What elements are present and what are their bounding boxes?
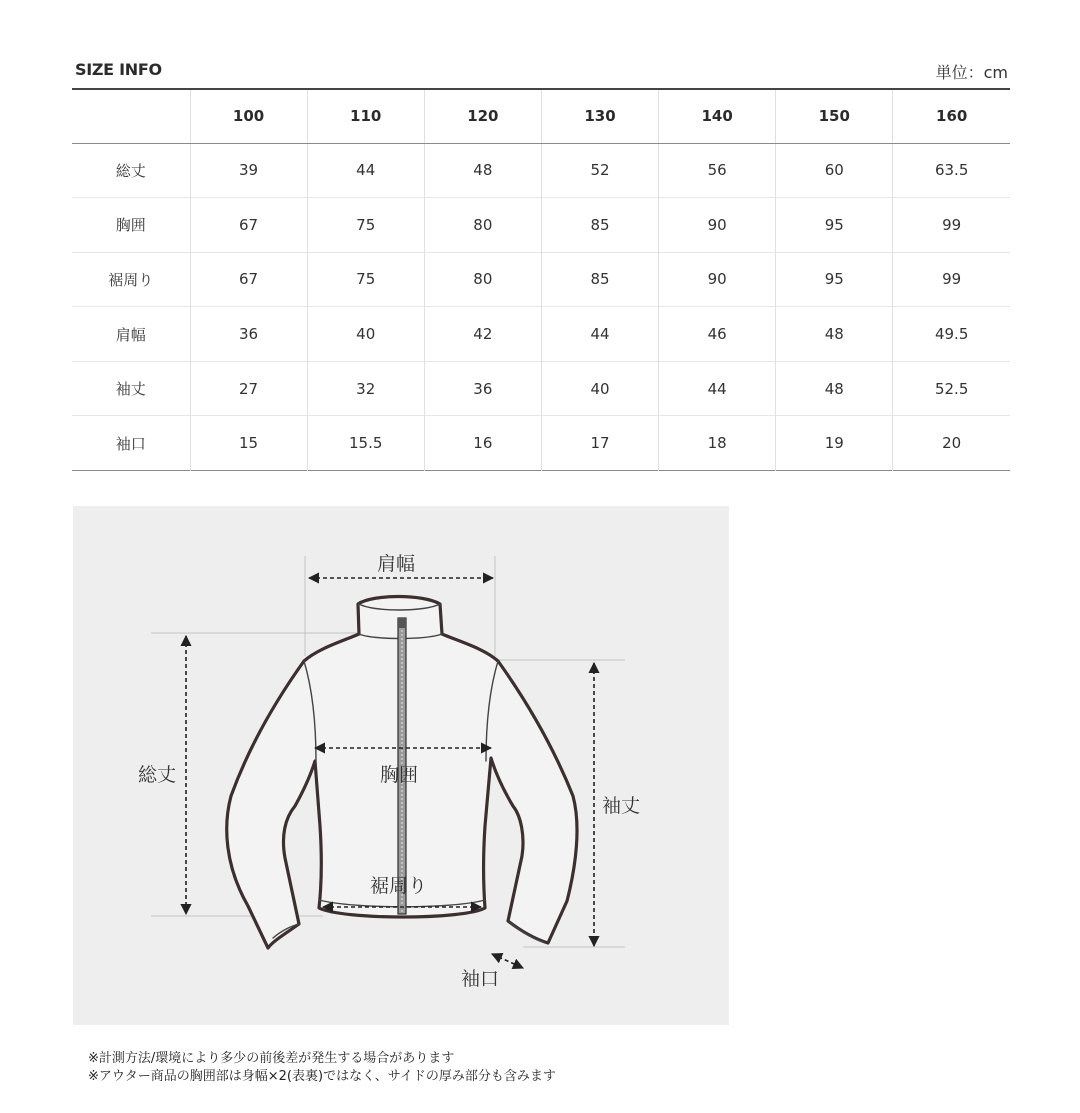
table-cell: 44 xyxy=(307,143,424,198)
table-cell: 20 xyxy=(893,416,1010,471)
table-cell: 32 xyxy=(307,361,424,416)
chest-label: 胸囲 xyxy=(380,764,419,786)
shoulder-width-label: 肩幅 xyxy=(377,553,416,575)
table-row xyxy=(72,143,1010,198)
note-line: ※アウター商品の胸囲部は身幅×2(表裏)ではなく、サイドの厚み部分も含みます xyxy=(88,1069,556,1084)
table-cell: 60 xyxy=(776,143,893,198)
table-cell: 95 xyxy=(776,198,893,253)
table-cell: 44 xyxy=(659,361,776,416)
size-header-cell: 110 xyxy=(307,89,424,143)
table-cell: 42 xyxy=(424,307,541,362)
table-cell: 95 xyxy=(776,252,893,307)
row-label: 総丈 xyxy=(115,161,146,180)
table-cell: 15 xyxy=(190,416,307,471)
table-cell: 99 xyxy=(893,198,1010,253)
total-length-label: 総丈 xyxy=(138,764,177,786)
table-cell: 46 xyxy=(659,307,776,362)
table-cell: 40 xyxy=(541,361,658,416)
size-header-cell: 120 xyxy=(424,89,541,143)
table-row xyxy=(72,361,1010,416)
table-cell: 56 xyxy=(659,143,776,198)
table-row xyxy=(72,198,1010,253)
table-cell: 44 xyxy=(541,307,658,362)
table-cell: 17 xyxy=(541,416,658,471)
size-header-row xyxy=(72,89,1010,143)
notes xyxy=(88,1050,556,1086)
table-cell: 39 xyxy=(190,143,307,198)
table-cell: 80 xyxy=(424,198,541,253)
table-cell: 80 xyxy=(424,252,541,307)
size-header-cell: 140 xyxy=(659,89,776,143)
note-line: ※計測方法/環境により多少の前後差が発生する場合があります xyxy=(88,1051,455,1066)
measurement-diagram xyxy=(73,506,729,1025)
size-table xyxy=(72,88,1010,471)
size-header-cell: 100 xyxy=(190,89,307,143)
corner-cell xyxy=(72,89,190,143)
row-label: 裾周り xyxy=(72,252,190,307)
table-cell: 49.5 xyxy=(893,307,1010,362)
cuff-label: 袖口 xyxy=(461,968,500,990)
table-row xyxy=(72,307,1010,362)
table-row xyxy=(72,252,1010,307)
table-cell: 27 xyxy=(190,361,307,416)
table-cell: 36 xyxy=(190,307,307,362)
table-cell: 75 xyxy=(307,198,424,253)
unit-label: 単位：cm xyxy=(935,63,1008,82)
table-cell: 36 xyxy=(424,361,541,416)
table-cell: 52 xyxy=(541,143,658,198)
size-header-cell: 150 xyxy=(776,89,893,143)
table-cell: 63.5 xyxy=(893,143,1010,198)
hem-label: 裾周り xyxy=(370,875,428,897)
table-cell: 40 xyxy=(307,307,424,362)
table-cell: 75 xyxy=(307,252,424,307)
table-cell: 16 xyxy=(424,416,541,471)
row-label: 袖口 xyxy=(72,416,190,471)
table-cell: 48 xyxy=(776,361,893,416)
table-row xyxy=(72,416,1010,471)
table-cell: 99 xyxy=(893,252,1010,307)
table-cell: 15.5 xyxy=(307,416,424,471)
row-label: 袖丈 xyxy=(72,361,190,416)
table-cell: 67 xyxy=(190,198,307,253)
row-label: 胸囲 xyxy=(72,198,190,253)
table-cell: 67 xyxy=(190,252,307,307)
table-cell: 52.5 xyxy=(893,361,1010,416)
table-cell: 90 xyxy=(659,252,776,307)
table-cell: 18 xyxy=(659,416,776,471)
table-cell: 85 xyxy=(541,252,658,307)
table-cell: 48 xyxy=(776,307,893,362)
size-header-cell: 130 xyxy=(541,89,658,143)
page-title: SIZE INFO xyxy=(75,60,162,79)
table-cell: 85 xyxy=(541,198,658,253)
row-label: 肩幅 xyxy=(72,307,190,362)
size-header-cell: 160 xyxy=(893,89,1010,143)
sleeve-length-label: 袖丈 xyxy=(602,795,641,817)
table-cell: 48 xyxy=(424,143,541,198)
table-cell: 19 xyxy=(776,416,893,471)
table-cell: 90 xyxy=(659,198,776,253)
